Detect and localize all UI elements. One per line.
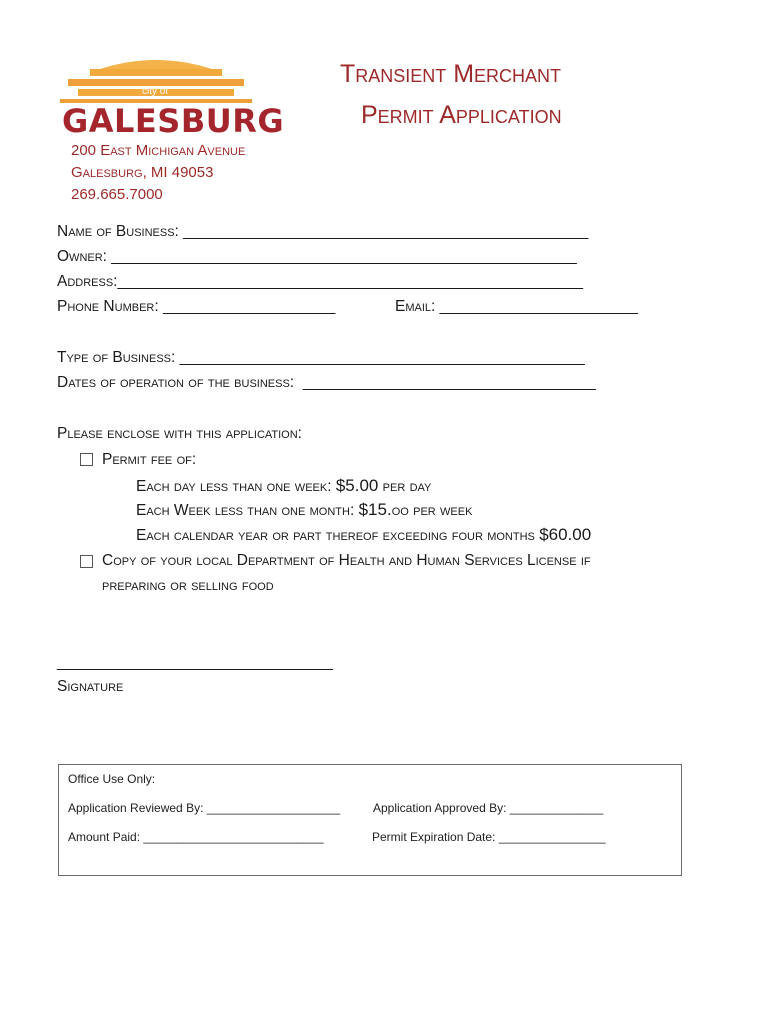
address-phone: 269.665.7000 bbox=[71, 186, 163, 203]
health-license-checkbox[interactable] bbox=[80, 555, 93, 568]
reviewed-by-field[interactable]: Application Reviewed By: ____________________ bbox=[68, 801, 341, 815]
owner-field[interactable]: Owner: ______________________________________________________ bbox=[57, 248, 577, 265]
health-license-label-line2: preparing or selling food bbox=[102, 577, 274, 594]
fee-week-amount: $15. bbox=[358, 500, 392, 519]
fee-day-suffix: per day bbox=[378, 478, 432, 495]
business-name-field[interactable]: Name of Business: _______________________________________________ bbox=[57, 223, 589, 240]
email-field[interactable]: Email: _______________________ bbox=[395, 298, 638, 315]
amount-paid-field[interactable]: Amount Paid: ___________________________ bbox=[68, 830, 324, 844]
page-title-line2: Permit Application bbox=[361, 101, 562, 129]
fee-per-year bbox=[136, 525, 591, 545]
permit-fee-label: Permit fee of: bbox=[102, 451, 197, 468]
expiration-date-field[interactable]: Permit Expiration Date: ________________ bbox=[372, 830, 606, 844]
health-license-label-line1: Copy of your local Department of Health and Human Services License if bbox=[102, 552, 591, 569]
office-use-heading: Office Use Only: bbox=[68, 772, 156, 786]
fee-week-label: Each Week less than one month: bbox=[136, 502, 359, 519]
permit-fee-checkbox[interactable] bbox=[80, 453, 93, 466]
signature-label: Signature bbox=[57, 678, 124, 695]
page-title-line1: Transient Merchant bbox=[340, 60, 562, 88]
operation-dates-field[interactable]: Dates of operation of the business: __________________________________ bbox=[57, 374, 596, 391]
logo-small-text: city of bbox=[142, 86, 169, 97]
logo-wordmark: GALESBURG bbox=[62, 102, 285, 140]
signature-line[interactable]: ________________________________ bbox=[57, 654, 333, 671]
fee-per-day bbox=[136, 476, 431, 496]
fee-week-suffix: oo per week bbox=[391, 502, 473, 519]
fee-per-week bbox=[136, 500, 472, 520]
fee-day-label: Each day less than one week: bbox=[136, 478, 336, 495]
fee-year-label: Each calendar year or part thereof exceeding four months bbox=[136, 527, 540, 544]
address-city: Galesburg, MI 49053 bbox=[71, 164, 214, 181]
address-street: 200 East Michigan Avenue bbox=[71, 142, 246, 159]
approved-by-field[interactable]: Application Approved By: ______________ bbox=[373, 801, 604, 815]
address-field[interactable]: Address:______________________________________________________ bbox=[57, 273, 583, 290]
fee-day-amount: $5.00 bbox=[335, 476, 379, 495]
phone-field[interactable]: Phone Number: ____________________ bbox=[57, 298, 336, 315]
fee-year-amount: $60.00 bbox=[539, 525, 592, 544]
business-type-field[interactable]: Type of Business: _______________________________________________ bbox=[57, 349, 585, 366]
enclose-heading: Please enclose with this application: bbox=[57, 425, 302, 442]
